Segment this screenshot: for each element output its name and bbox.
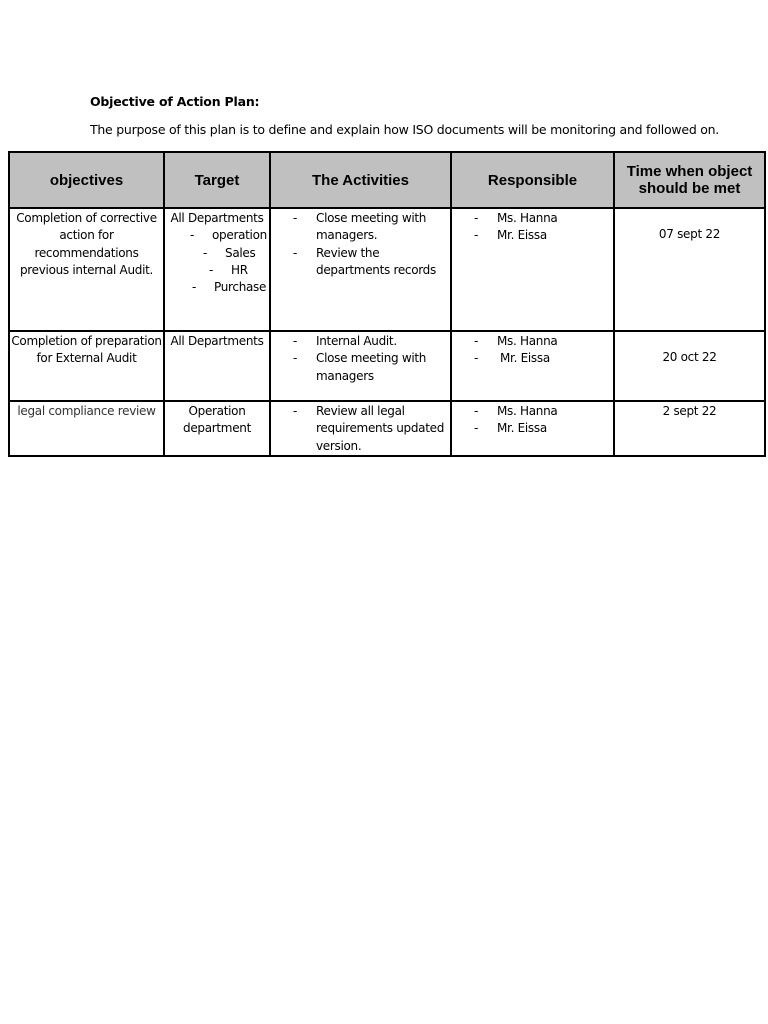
page-heading: Objective of Action Plan: [90,94,260,109]
responsible-item: - Mr. Eissa [474,228,547,243]
time-value: 20 oct 22 [662,350,717,364]
header-responsible: Responsible [451,152,614,208]
objective-cell [9,331,164,401]
target-item: - HR [209,262,248,277]
target-cell [164,401,270,456]
activity-item: - Internal Audit. [293,334,397,348]
responsible-item: - Ms. Hanna [474,334,558,348]
objective-text: Completion of preparation for External Audit [11,334,162,366]
objective-text: Completion of corrective action for recommendations previous internal Audit. [16,211,157,277]
table-row [9,208,765,331]
activities-cell [270,208,451,331]
responsible-item: - Mr. Eissa [474,351,550,366]
responsible-cell [451,208,614,331]
target-main: All Departments [170,334,264,348]
header-time: Time when object should be met [614,152,765,208]
target-item: - operation [190,228,267,243]
table-row [9,331,765,401]
time-value: 2 sept 22 [662,404,717,418]
action-plan-table [8,151,766,457]
responsible-item: - Ms. Hanna [474,404,558,418]
responsible-item: - Mr. Eissa [474,421,547,436]
target-main: Operation department [183,404,251,436]
time-cell [614,208,765,331]
header-activities: The Activities [270,152,451,208]
intro-paragraph: The purpose of this plan is to define and explain how ISO documents will be monitoring and followed on. [90,122,720,137]
objective-cell [9,208,164,331]
objective-cell [9,401,164,456]
header-target: Target [164,152,270,208]
target-cell [164,331,270,401]
responsible-cell [451,331,614,401]
header-objectives: objectives [9,152,164,208]
time-cell [614,401,765,456]
target-item: - Sales [203,245,256,260]
target-item: - Purchase [192,280,267,295]
activities-cell [270,401,451,456]
table-header-row [9,152,765,208]
objective-text: legal compliance review [17,404,156,418]
table-row [9,401,765,456]
responsible-item: - Ms. Hanna [474,211,558,225]
target-cell [164,208,270,331]
target-main: All Departments [170,211,264,225]
time-cell [614,331,765,401]
activities-cell [270,331,451,401]
time-value: 07 sept 22 [658,227,721,241]
activity-item: - Review the departments records [293,245,436,277]
responsible-cell [451,401,614,456]
activity-item: - Close meeting with managers [293,351,427,383]
activity-item: - Review all legal requirements updated version. [293,404,445,453]
activity-item: - Close meeting with managers. [293,211,427,243]
